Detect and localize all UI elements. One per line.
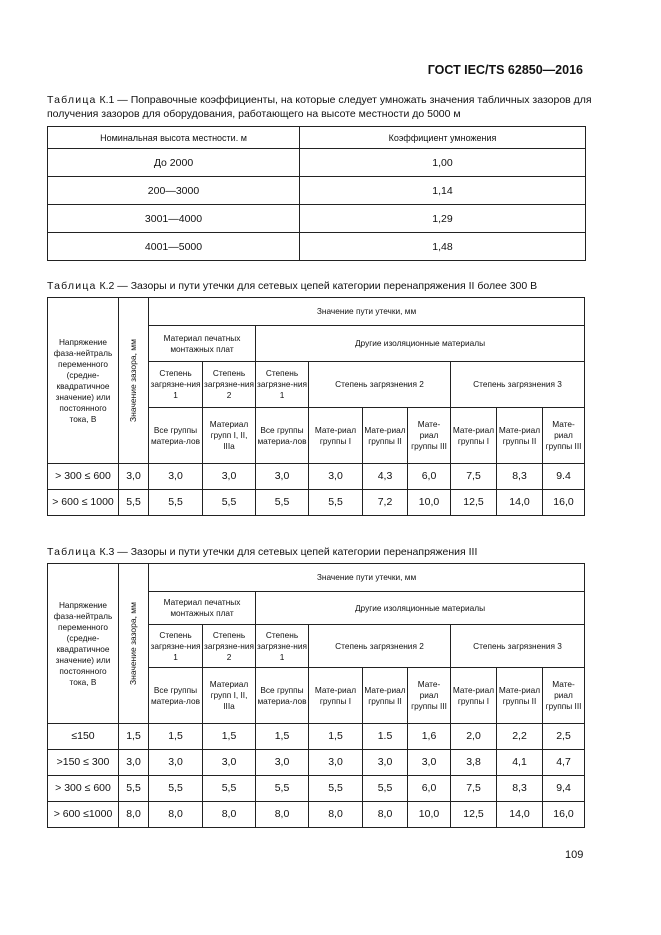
value-cell: 6,0 <box>408 464 451 490</box>
material-group-2-header: Мате-риал группы II <box>363 408 408 464</box>
table-k1 <box>47 126 586 261</box>
value-cell: 8,0 <box>149 802 203 828</box>
value-cell: 5,5 <box>149 776 203 802</box>
factor-cell: 1,48 <box>300 233 586 261</box>
material-groups-header: Материал групп I, II, IIIa <box>203 408 256 464</box>
other-materials-header: Другие изоляционные материалы <box>256 326 585 362</box>
value-cell: 8,0 <box>256 802 309 828</box>
caption-text: К.3 — Зазоры и пути утечки для сетевых цепей категории перенапряжения III <box>99 546 478 558</box>
value-cell: 8,3 <box>497 464 543 490</box>
value-cell: 8,3 <box>497 776 543 802</box>
all-groups-header: Все группы материа-лов <box>256 408 309 464</box>
value-cell: 3,0 <box>309 750 363 776</box>
pcb-pollution-1-header: Степень загрязне-ния 1 <box>149 625 203 668</box>
pollution-1-header: Степень загрязне-ния 1 <box>256 362 309 408</box>
value-cell: 5,5 <box>149 490 203 516</box>
value-cell: 3,0 <box>149 464 203 490</box>
table-k3-caption <box>47 545 477 559</box>
value-cell: 3,0 <box>203 750 256 776</box>
value-cell: 7,2 <box>363 490 408 516</box>
voltage-cell: > 300 ≤ 600 <box>48 776 119 802</box>
value-cell: 1,5 <box>119 724 149 750</box>
value-cell: 12,5 <box>451 490 497 516</box>
col-header-altitude: Номинальная высота местности. м <box>48 127 300 149</box>
value-cell: 8,0 <box>203 802 256 828</box>
factor-cell: 1,00 <box>300 149 586 177</box>
value-cell: 4,7 <box>543 750 585 776</box>
table-row <box>48 776 585 802</box>
value-cell: 1,5 <box>309 724 363 750</box>
table-row <box>48 149 586 177</box>
pcb-pollution-2-header: Степень загрязне-ния 2 <box>203 362 256 408</box>
clearance-header-text: Значение зазора, мм <box>128 339 138 422</box>
value-cell: 3,0 <box>119 464 149 490</box>
value-cell: 9.4 <box>543 464 585 490</box>
pcb-pollution-2-header: Степень загрязне-ния 2 <box>203 625 256 668</box>
value-cell: 2,2 <box>497 724 543 750</box>
value-cell: 3,0 <box>203 464 256 490</box>
value-cell: 5,5 <box>119 490 149 516</box>
value-cell: 1,6 <box>408 724 451 750</box>
value-cell: 3,0 <box>408 750 451 776</box>
value-cell: 9,4 <box>543 776 585 802</box>
voltage-cell: >150 ≤ 300 <box>48 750 119 776</box>
voltage-header: Напряжение фаза-нейтраль переменного (средне-квадратичное значение) или постоянного тока, В <box>48 564 119 724</box>
material-group-3-header: Мате-риал группы III <box>543 408 585 464</box>
clearance-header <box>119 298 149 464</box>
table-row <box>48 802 585 828</box>
all-groups-header: Все группы материа-лов <box>256 668 309 724</box>
value-cell: 3,0 <box>363 750 408 776</box>
value-cell: 10,0 <box>408 802 451 828</box>
value-cell: 1,5 <box>256 724 309 750</box>
table-row <box>48 205 586 233</box>
altitude-cell: До 2000 <box>48 149 300 177</box>
voltage-cell: ≤150 <box>48 724 119 750</box>
value-cell: 10,0 <box>408 490 451 516</box>
material-group-1-header: Мате-риал группы I <box>309 668 363 724</box>
voltage-cell: > 300 ≤ 600 <box>48 464 119 490</box>
value-cell: 5,5 <box>309 490 363 516</box>
voltage-cell: > 600 ≤ 1000 <box>48 490 119 516</box>
value-cell: 16,0 <box>543 490 585 516</box>
value-cell: 1,5 <box>149 724 203 750</box>
altitude-cell: 200—3000 <box>48 177 300 205</box>
value-cell: 16,0 <box>543 802 585 828</box>
table-k3 <box>47 563 585 828</box>
caption-prefix: Таблица <box>47 546 97 558</box>
page-number: 109 <box>565 849 584 861</box>
material-group-1-header: Мате-риал группы I <box>451 408 497 464</box>
pcb-pollution-1-header: Степень загрязне-ния 1 <box>149 362 203 408</box>
pollution-2-header: Степень загрязнения 2 <box>309 362 451 408</box>
material-group-1-header: Мате-риал группы I <box>309 408 363 464</box>
material-group-2-header: Мате-риал группы II <box>363 668 408 724</box>
clearance-header <box>119 564 149 724</box>
caption-prefix: Таблица <box>47 94 97 106</box>
table-row <box>48 464 585 490</box>
value-cell: 8,0 <box>119 802 149 828</box>
pollution-1-header: Степень загрязне-ния 1 <box>256 625 309 668</box>
altitude-cell: 3001—4000 <box>48 205 300 233</box>
value-cell: 2,0 <box>451 724 497 750</box>
material-group-2-header: Мате-риал группы II <box>497 668 543 724</box>
pollution-3-header: Степень загрязнения 3 <box>451 362 585 408</box>
value-cell: 5,5 <box>119 776 149 802</box>
col-header-factor: Коэффициент умножения <box>300 127 586 149</box>
material-group-2-header: Мате-риал группы II <box>497 408 543 464</box>
factor-cell: 1,29 <box>300 205 586 233</box>
all-groups-header: Все группы материа-лов <box>149 408 203 464</box>
voltage-cell: > 600 ≤1000 <box>48 802 119 828</box>
table-row <box>48 177 586 205</box>
value-cell: 6,0 <box>408 776 451 802</box>
caption-line1: К.1 — Поправочные коэффициенты, на которые следует умножать значения табличных зазоров для <box>99 94 592 106</box>
value-cell: 12,5 <box>451 802 497 828</box>
caption-line2: получения зазоров для оборудования, работающего на высоте местности до 5000 м <box>47 108 461 120</box>
other-materials-header: Другие изоляционные материалы <box>256 592 585 625</box>
material-group-3-header: Мате-риал группы III <box>408 408 451 464</box>
caption-prefix: Таблица <box>47 280 97 292</box>
pcb-header: Материал печатных монтажных плат <box>149 592 256 625</box>
factor-cell: 1,14 <box>300 177 586 205</box>
value-cell: 8,0 <box>309 802 363 828</box>
value-cell: 3,0 <box>119 750 149 776</box>
value-cell: 7,5 <box>451 776 497 802</box>
value-cell: 5,5 <box>256 490 309 516</box>
value-cell: 3,0 <box>309 464 363 490</box>
clearance-header-text: Значение зазора, мм <box>128 602 138 685</box>
material-group-3-header: Мате-риал группы III <box>408 668 451 724</box>
value-cell: 4,1 <box>497 750 543 776</box>
value-cell: 5,5 <box>309 776 363 802</box>
value-cell: 2,5 <box>543 724 585 750</box>
creepage-header: Значение пути утечки, мм <box>149 564 585 592</box>
table-k2 <box>47 297 585 516</box>
material-group-3-header: Мате-риал группы III <box>543 668 585 724</box>
material-group-1-header: Мате-риал группы I <box>451 668 497 724</box>
value-cell: 3,0 <box>256 750 309 776</box>
value-cell: 5,5 <box>203 490 256 516</box>
table-row <box>48 233 586 261</box>
value-cell: 5,5 <box>363 776 408 802</box>
creepage-header: Значение пути утечки, мм <box>149 298 585 326</box>
value-cell: 1,5 <box>203 724 256 750</box>
value-cell: 7,5 <box>451 464 497 490</box>
value-cell: 3,8 <box>451 750 497 776</box>
altitude-cell: 4001—5000 <box>48 233 300 261</box>
value-cell: 3,0 <box>256 464 309 490</box>
pcb-header: Материал печатных монтажных плат <box>149 326 256 362</box>
table-row <box>48 490 585 516</box>
table-row <box>48 750 585 776</box>
value-cell: 14,0 <box>497 802 543 828</box>
value-cell: 5,5 <box>203 776 256 802</box>
value-cell: 3,0 <box>149 750 203 776</box>
pollution-3-header: Степень загрязнения 3 <box>451 625 585 668</box>
table-k2-caption <box>47 279 537 293</box>
value-cell: 5,5 <box>256 776 309 802</box>
value-cell: 14,0 <box>497 490 543 516</box>
pollution-2-header: Степень загрязнения 2 <box>309 625 451 668</box>
value-cell: 8,0 <box>363 802 408 828</box>
table-row <box>48 724 585 750</box>
voltage-header: Напряжение фаза-нейтраль переменного (средне-квадратичное значение) или постоянного тока, В <box>48 298 119 464</box>
table-k1-caption <box>47 93 592 121</box>
material-groups-header: Материал групп I, II, IIIa <box>203 668 256 724</box>
all-groups-header: Все группы материа-лов <box>149 668 203 724</box>
document-id: ГОСТ IEC/TS 62850—2016 <box>427 63 583 77</box>
caption-text: К.2 — Зазоры и пути утечки для сетевых цепей категории перенапряжения II более 300 В <box>99 280 538 292</box>
value-cell: 4,3 <box>363 464 408 490</box>
value-cell: 1.5 <box>363 724 408 750</box>
